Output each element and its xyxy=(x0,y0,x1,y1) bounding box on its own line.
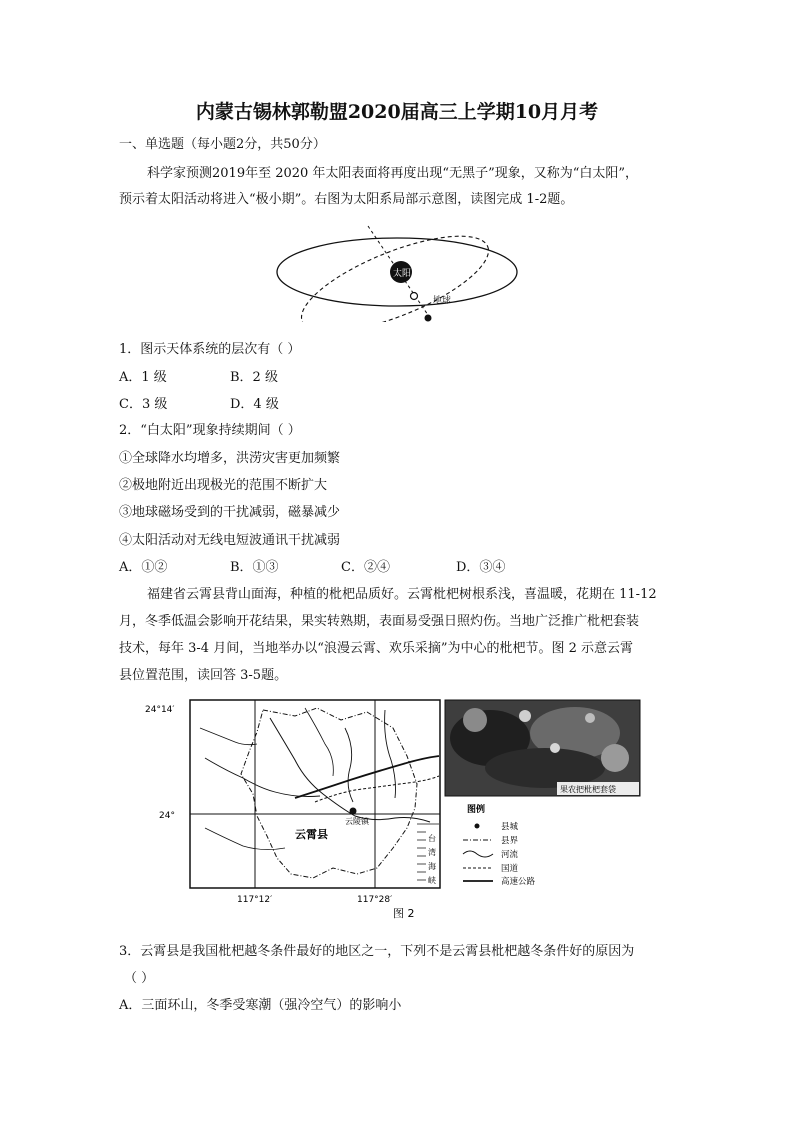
q2-option-a[interactable]: A．①② xyxy=(119,560,168,575)
county-label: 云霄县 xyxy=(295,828,328,841)
q2-option-b[interactable]: B．①③ xyxy=(230,560,279,575)
q1-option-b[interactable]: B．2 级 xyxy=(230,370,278,385)
legend-highway: 高速公路 xyxy=(501,877,536,887)
legend-county-seat-icon xyxy=(475,824,480,829)
q2-option-d[interactable]: D．③④ xyxy=(456,560,506,575)
strait-char-4: 峡 xyxy=(428,876,436,885)
sun-label: 太阳 xyxy=(393,269,412,279)
page-title: 内蒙古锡林郭勒盟2020届高三上学期10月月考 xyxy=(195,101,599,123)
strait-char-3: 海 xyxy=(428,862,436,871)
section-heading: 一、单选题（每小题2分，共50分） xyxy=(119,137,326,152)
lon-left-label: 117°12′ xyxy=(237,895,273,905)
legend-river: 河流 xyxy=(501,850,519,860)
figure-2-caption: 图 2 xyxy=(393,907,415,920)
q2-item-2: ②极地附近出现极光的范围不断扩大 xyxy=(119,478,328,493)
q3-stem-line-2: （ ） xyxy=(124,971,155,986)
lat-mid-label: 24° xyxy=(159,811,175,821)
legend-title: 图例 xyxy=(467,805,486,815)
q1-option-d[interactable]: D．4 级 xyxy=(230,397,279,412)
earth-icon xyxy=(425,315,432,322)
q1-option-a[interactable]: A．1 级 xyxy=(119,370,167,385)
strait-char-1: 台 xyxy=(428,834,436,843)
strait-char-2: 湾 xyxy=(428,848,436,857)
earth-label: 地球 xyxy=(433,296,452,306)
legend-river-icon xyxy=(463,851,493,857)
map-frame xyxy=(190,700,440,888)
q2-option-c[interactable]: C．②④ xyxy=(341,560,390,575)
q1-option-c[interactable]: C．3 级 xyxy=(119,397,168,412)
intro2-line-3: 技术，每年 3-4 月间，当地举办以“浪漫云霄、欢乐采摘”为中心的枇杷节。图 2 示意云霄 xyxy=(119,641,634,656)
intro2-line-4: 县位置范围，读回答 3-5题。 xyxy=(119,668,288,683)
q2-item-4: ④太阳活动对无线电短波通讯干扰减弱 xyxy=(119,533,341,548)
q3-stem-line-1: 3．云霄县是我国枇杷越冬条件最好的地区之一，下列不是云霄县枇杷越冬条件好的原因为 xyxy=(119,944,635,959)
intro1-line-2: 预示着太阳活动将进入“极小期”。右图为太阳系局部示意图，读图完成 1-2题。 xyxy=(119,192,574,207)
legend-boundary: 县界 xyxy=(501,836,519,846)
yunxiao-map-figure xyxy=(145,698,645,923)
intro1-line-1: 科学家预测2019年至 2020 年太阳表面将再度出现“无黑子”现象，又称为“白太阳”， xyxy=(147,166,639,181)
q2-item-1: ①全球降水均增多，洪涝灾害更加频繁 xyxy=(119,451,341,466)
intro2-line-2: 月，冬季低温会影响开花结果，果实转熟期，表面易受强日照灼伤。当地广泛推广枇杷套装 xyxy=(119,614,640,629)
town-label: 云陵镇 xyxy=(345,817,369,826)
intro2-line-1: 福建省云霄县背山面海，种植的枇杷品质好。云霄枇杷树根系浅，喜温暖，花期在 11-12 xyxy=(147,587,657,602)
legend-national-road: 国道 xyxy=(501,864,519,874)
moon-icon xyxy=(411,293,418,300)
lat-top-label: 24°14′ xyxy=(145,705,175,715)
q2-item-3: ③地球磁场受到的干扰减弱，磁暴减少 xyxy=(119,505,341,520)
legend-county-seat: 县城 xyxy=(501,822,519,832)
q1-stem: 1．图示天体系统的层次有（ ） xyxy=(119,342,301,357)
photo-caption: 果农把枇杷套袋 xyxy=(560,785,616,794)
solar-system-figure xyxy=(275,222,525,322)
lon-right-label: 117°28′ xyxy=(357,895,393,905)
q3-option-a[interactable]: A．三面环山，冬季受寒潮（强冷空气）的影响小 xyxy=(119,998,402,1013)
q2-stem: 2．“白太阳”现象持续期间（ ） xyxy=(119,423,301,438)
county-seat-icon xyxy=(350,808,357,815)
